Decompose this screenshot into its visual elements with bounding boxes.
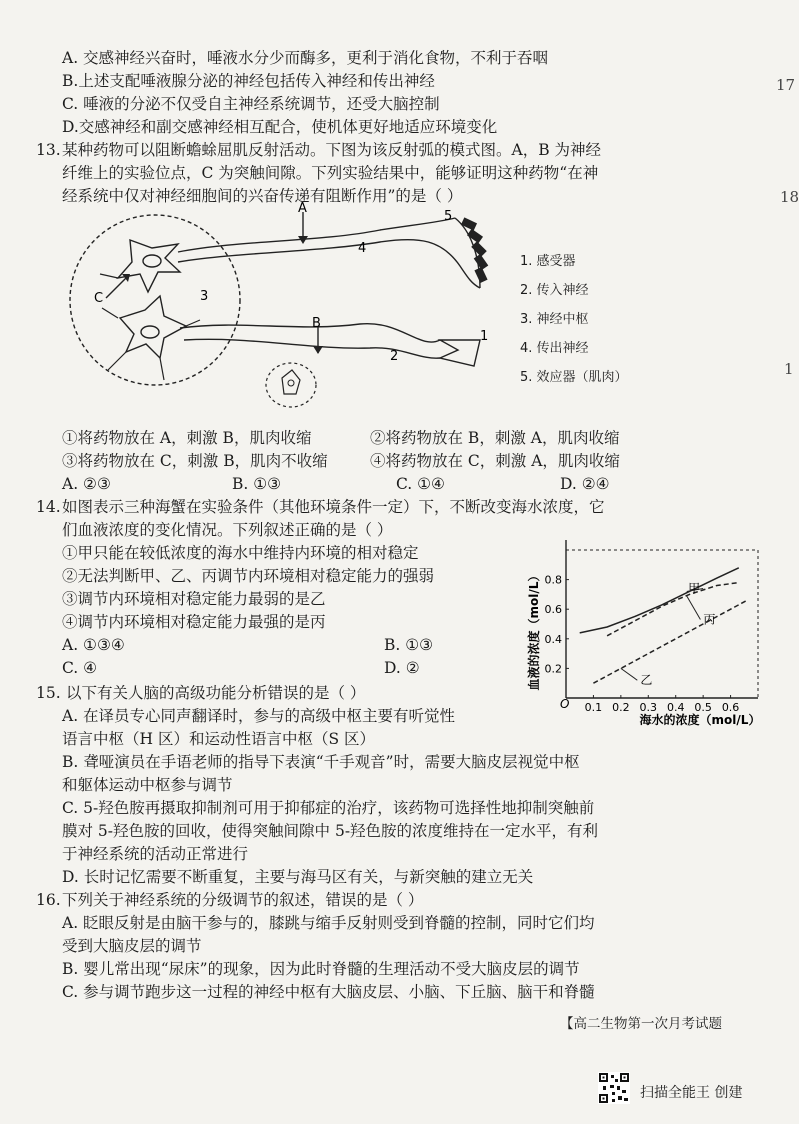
x-tick-label: 0.3 xyxy=(639,701,658,714)
y-tick-label: 0.4 xyxy=(544,632,562,646)
series-line-丙 xyxy=(607,583,739,636)
efferent-nerve xyxy=(178,218,455,252)
y-tick-label: 0.8 xyxy=(544,573,562,587)
q14-stem-line: 们血液浓度的变化情况。下列叙述正确的是（ ） xyxy=(62,521,393,539)
q13-statement-1: ①将药物放在 A，刺激 B，肌肉收缩 xyxy=(62,429,312,447)
q16-stem: 下列关于神经系统的分级调节的叙述，错误的是（ ） xyxy=(62,891,424,909)
q13-stem-line: 经系统中仅对神经细胞间的兴奋传递有阻断作用”的是（ ） xyxy=(62,187,463,205)
label-1: 1 xyxy=(480,329,489,344)
x-tick-label: 0.5 xyxy=(694,701,712,714)
reflex-arc-diagram xyxy=(60,200,510,425)
legend-effector: 5. 效应器（肌肉） xyxy=(520,370,628,385)
q13-choice-d: D. ②④ xyxy=(560,475,610,493)
label-2: 2 xyxy=(390,349,399,364)
y-tick-label: 0.6 xyxy=(544,603,562,617)
q12-option-a: A. 交感神经兴奋时，唾液水分少而酶多，更利于消化食物，不利于吞咽 xyxy=(62,49,549,67)
x-tick-label: 0.4 xyxy=(666,701,685,714)
q13-statement-2: ②将药物放在 B，刺激 A，肌肉收缩 xyxy=(370,429,620,447)
x-tick-label: 0.6 xyxy=(721,701,740,714)
x-tick-label: 0.1 xyxy=(584,701,603,714)
q15-number: 15. xyxy=(36,684,61,702)
edge-mark: 17 xyxy=(776,76,796,94)
scanner-brand: 扫描全能王 创建 xyxy=(640,1085,743,1101)
q14-statement: ③调节内环境相对稳定能力最弱的是乙 xyxy=(62,590,326,608)
q15-option: 膜对 5-羟色胺的回收，使得突触间隙中 5-羟色胺的浓度维持在一定水平，有利 xyxy=(62,822,599,840)
x-axis-label: 海水的浓度（mol/L） xyxy=(639,713,761,727)
q16-option: 受到大脑皮层的调节 xyxy=(62,937,202,955)
legend-receptor: 1. 感受器 xyxy=(520,254,576,269)
neuron-lower-nucleus xyxy=(141,326,159,338)
series-label: 丙 xyxy=(703,612,716,627)
label-a: A xyxy=(298,201,307,216)
effector-muscle xyxy=(455,217,488,288)
series-leader xyxy=(687,596,701,620)
q13-number: 13. xyxy=(36,141,61,159)
q14-choice-b: B. ①③ xyxy=(384,636,434,654)
q13-statement-4: ④将药物放在 C，刺激 A，肌肉收缩 xyxy=(370,452,620,470)
q13-stem-line: 某种药物可以阻断蟾蜍屈肌反射活动。下图为该反射弧的模式图。A，B 为神经 xyxy=(62,141,602,159)
q13-stem-line: 纤维上的实验位点，C 为突触间隙。下列实验结果中，能够证明这种药物“在神 xyxy=(62,164,599,182)
legend-afferent: 2. 传入神经 xyxy=(520,283,589,298)
qr-code-icon xyxy=(598,1072,630,1104)
q15-option: 语言中枢（H 区）和运动性语言中枢（S 区） xyxy=(62,730,375,748)
q12-option-c: C. 唾液的分泌不仅受自主神经系统调节，还受大脑控制 xyxy=(62,95,440,113)
series-label: 乙 xyxy=(640,673,653,688)
q15-option: A. 在译员专心同声翻译时，参与的高级中枢主要有听觉性 xyxy=(62,707,456,725)
q13-statement-3: ③将药物放在 C，刺激 B，肌肉不收缩 xyxy=(62,452,328,470)
q16-option: A. 眨眼反射是由脑干参与的，膝跳与缩手反射则受到脊髓的控制，同时它们均 xyxy=(62,914,595,932)
receptor xyxy=(440,340,480,366)
q15-option: 和躯体运动中枢参与调节 xyxy=(62,776,233,794)
label-4: 4 xyxy=(358,241,367,256)
q15-option: C. 5-羟色胺再摄取抑制剂可用于抑郁症的治疗，该药物可选择性地抑制突触前 xyxy=(62,799,595,817)
series-line-乙 xyxy=(593,600,747,683)
series-leader xyxy=(621,668,637,680)
series-label: 甲 xyxy=(688,581,701,596)
edge-mark: 18 xyxy=(780,188,799,206)
origin-label: O xyxy=(560,697,570,711)
x-tick-label: 0.2 xyxy=(612,701,630,714)
y-tick-label: 0.2 xyxy=(544,662,562,676)
legend-efferent: 4. 传出神经 xyxy=(520,341,589,356)
q15-stem: 以下有关人脑的高级功能分析错误的是（ ） xyxy=(66,684,366,702)
exam-title: 【高二生物第一次月考试题 xyxy=(560,1016,722,1032)
q15-option: D. 长时记忆需要不断重复，主要与海马区有关，与新突触的建立无关 xyxy=(62,868,534,886)
edge-mark: 1 xyxy=(784,360,794,378)
q15-option: 于神经系统的活动正常进行 xyxy=(62,845,249,863)
neuron-upper-nucleus xyxy=(143,255,161,267)
label-3: 3 xyxy=(200,289,209,304)
q14-choice-c: C. ④ xyxy=(62,659,98,677)
q13-choice-a: A. ②③ xyxy=(62,475,111,493)
q14-choice-a: A. ①③④ xyxy=(62,636,125,654)
q14-stem-line: 如图表示三种海蟹在实验条件（其他环境条件一定）下，不断改变海水浓度，它 xyxy=(62,498,605,516)
q16-number: 16. xyxy=(36,891,61,909)
q16-option: C. 参与调节跑步这一过程的神经中枢有大脑皮层、小脑、下丘脑、脑干和脊髓 xyxy=(62,983,595,1001)
neuron-small xyxy=(282,370,300,394)
label-5: 5 xyxy=(444,209,453,224)
blood-concentration-chart xyxy=(520,530,790,730)
label-c: C xyxy=(94,291,104,306)
q14-number: 14. xyxy=(36,498,61,516)
q14-statement: ①甲只能在较低浓度的海水中维持内环境的相对稳定 xyxy=(62,544,419,562)
q15-option: B. 聋哑演员在手语老师的指导下表演“千手观音”时，需要大脑皮层视觉中枢 xyxy=(62,753,580,771)
ganglion-circle xyxy=(266,363,316,407)
q12-option-d: D.交感神经和副交感神经相互配合，使机体更好地适应环境变化 xyxy=(62,118,498,136)
q14-statement: ②无法判断甲、乙、丙调节内环境相对稳定能力的强弱 xyxy=(62,567,435,585)
q14-choice-d: D. ② xyxy=(384,659,420,677)
y-axis-label: 血液的浓度（mol/L） xyxy=(527,569,541,691)
q13-choice-c: C. ①④ xyxy=(396,475,445,493)
label-b: B xyxy=(312,316,321,331)
q12-option-b: B.上述支配唾液腺分泌的神经包括传入神经和传出神经 xyxy=(62,72,435,90)
q13-choice-b: B. ①③ xyxy=(232,475,282,493)
legend-center: 3. 神经中枢 xyxy=(520,312,589,327)
q16-option: B. 婴儿常出现“尿床”的现象，因为此时脊髓的生理活动不受大脑皮层的调节 xyxy=(62,960,580,978)
q14-statement: ④调节内环境相对稳定能力最强的是丙 xyxy=(62,613,326,631)
